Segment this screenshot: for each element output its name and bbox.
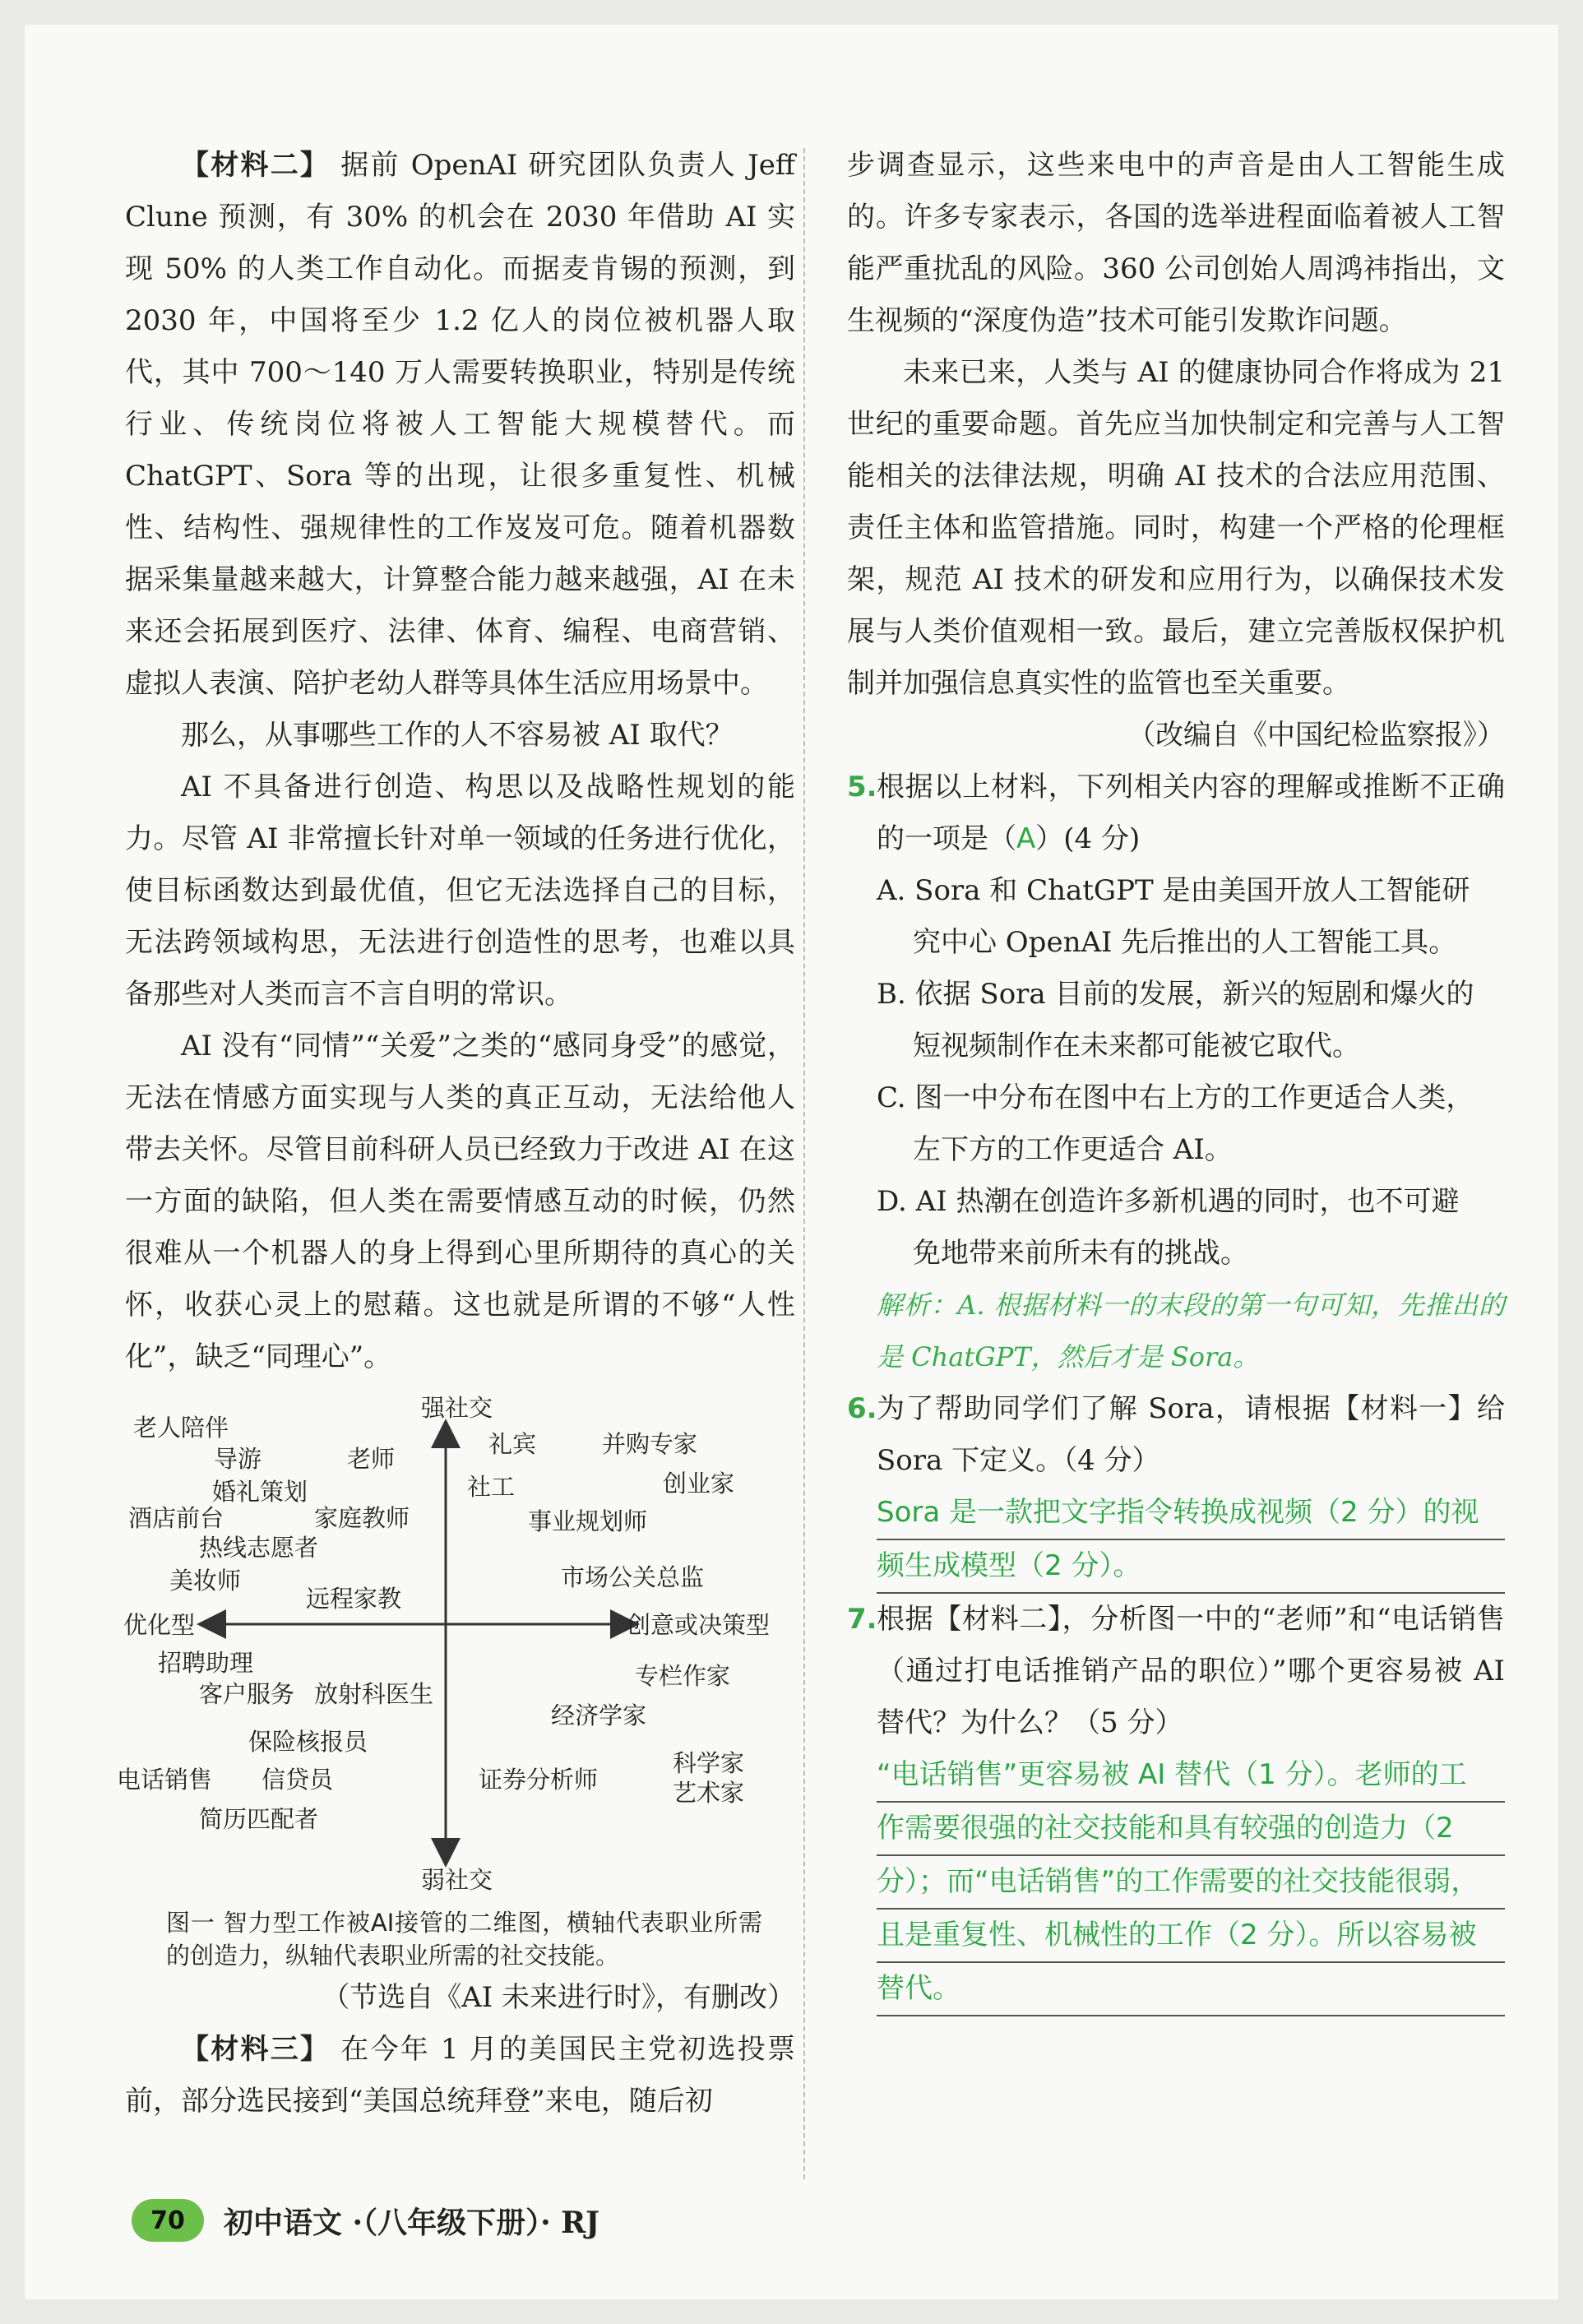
option-b — [847, 969, 1505, 1072]
right-column — [847, 140, 1505, 2016]
question-score: ）(4 分) — [1035, 822, 1141, 855]
left-column — [117, 140, 796, 2127]
source-citation: （改编自《中国纪检监察报》） — [1127, 719, 1505, 752]
material-two-paragraph — [125, 140, 795, 710]
answer-line: 分）；而“电话销售”的工作需要的社交技能很弱， — [877, 1856, 1505, 1910]
axis-label-creative: 创意或决策型 — [627, 1611, 771, 1639]
answer-line: 替代。 — [877, 1963, 1505, 2016]
option-text: D. AI 热潮在创造许多新机遇的同时，也不可避 — [877, 1185, 1460, 1218]
material-three-label: 【材料三】 — [181, 2033, 331, 2066]
job-label: 老人陪伴 — [133, 1414, 229, 1442]
question-stem-text: 根据以上材料，下列相关内容的理解或推断不正确的一项是（ — [877, 771, 1505, 855]
question-paragraph: 那么，从事哪些工作的人不容易被 AI 取代？ — [181, 719, 734, 752]
material-three-text: 在今年 1 月的美国民主党初选投票前，部分选民接到“美国总统拜登”来电，随后初 — [125, 2033, 796, 2118]
answer-line: “电话销售”更容易被 AI 替代（1 分）。老师的工 — [877, 1749, 1505, 1803]
job-label: 客户服务 — [199, 1680, 295, 1708]
diagram-caption: 图一 智力型工作被AI接管的二维图，横轴代表职业所需的创造力，纵轴代表职业所需的社交技能。 — [166, 1909, 762, 1970]
question-number: 5. — [847, 771, 877, 803]
question-stem: 根据【材料二】，分析图一中的“老师”和“电话销售（通过打电话推销产品的职位）”哪个更容易被 AI 替代？为什么？（5 分） — [877, 1603, 1505, 1739]
source-citation: （节选自《AI 未来进行时》，有删改） — [322, 1981, 795, 2014]
job-label: 创业家 — [663, 1470, 735, 1498]
axis-label-strong-social: 强社交 — [421, 1394, 493, 1422]
job-label: 婚礼策划 — [212, 1478, 308, 1506]
job-label: 热线志愿者 — [199, 1534, 319, 1562]
option-text: 免地带来前所未有的挑战。 — [913, 1237, 1248, 1270]
question-5 — [847, 762, 1505, 865]
material-three-paragraph — [125, 2024, 795, 2127]
option-text: 短视频制作在未来都可能被它取代。 — [913, 1030, 1360, 1062]
book-title: 初中语文 ·（八年级下册）· RJ — [224, 2205, 600, 2240]
job-label: 艺术家 — [673, 1779, 745, 1807]
material-three-continued: 步调查显示，这些来电中的声音是由人工智能生成的。许多专家表示，各国的选举进程面临着被人工智能严重扰乱的风险。360 公司创始人周鸿祎指出，文生视频的“深度伪造”技术可能引发欺诈问题。 — [847, 149, 1505, 337]
job-label: 简历匹配者 — [199, 1805, 319, 1833]
option-a — [847, 865, 1505, 969]
option-text: C. 图一中分布在图中右上方的工作更适合人类， — [877, 1081, 1474, 1114]
answer-line: 作需要很强的社交技能和具有较强的创造力（2 — [877, 1803, 1505, 1856]
job-label: 经济学家 — [551, 1701, 647, 1729]
analysis-text: 解析：A. 根据材料一的末段的第一句可知，先推出的是 ChatGPT，然后才是 Sora。 — [877, 1289, 1505, 1373]
job-label: 美妆师 — [169, 1567, 242, 1595]
page — [25, 25, 1558, 2299]
axis-label-weak-social: 弱社交 — [421, 1866, 493, 1894]
job-label: 酒店前台 — [128, 1504, 224, 1532]
job-label: 市场公关总监 — [561, 1563, 705, 1591]
page-number: 70 — [132, 2199, 204, 2242]
option-text: 左下方的工作更适合 AI。 — [913, 1133, 1233, 1166]
option-text: A. Sora 和 ChatGPT 是由美国开放人工智能研 — [877, 874, 1470, 907]
job-label: 放射科医生 — [314, 1680, 434, 1708]
page-footer — [132, 2196, 599, 2245]
job-label: 老师 — [347, 1445, 396, 1473]
ai-empathy-paragraph: AI 没有“同情”“关爱”之类的“感同身受”的感觉，无法在情感方面实现与人类的真正互动，无法给他人带去关怀。尽管目前科研人员已经致力于改进 AI 在这一方面的缺陷，但人类在需要情感互动的时候，仍然很难从一个机器人的身上得到心里所期待的真心的关怀，收获心灵上的慰藉。这也就是所谓的不够“人性化”，缺乏“同理心”。 — [125, 1030, 795, 1373]
job-label: 社工 — [467, 1473, 516, 1501]
material-two-label: 【材料二】 — [181, 149, 331, 182]
job-label: 远程家教 — [306, 1585, 402, 1613]
question-stem: 为了帮助同学们了解 Sora，请根据【材料一】给 Sora 下定义。（4 分） — [877, 1392, 1505, 1477]
option-text: 究中心 OpenAI 先后推出的人工智能工具。 — [913, 926, 1457, 959]
option-c — [847, 1072, 1505, 1176]
question-stem — [877, 762, 1505, 865]
axis-label-optimization: 优化型 — [123, 1611, 196, 1639]
question-6 — [847, 1383, 1505, 1487]
question-number: 7. — [847, 1603, 877, 1636]
option-d — [847, 1176, 1505, 1280]
job-label: 信贷员 — [262, 1766, 334, 1794]
material-two-text: 据前 OpenAI 研究团队负责人 Jeff Clune 预测，有 30% 的机会在 2030 年借助 AI 实现 50% 的人类工作自动化。而据麦肯锡的预测，到 2030 年，中国将至少 1.2 亿人的岗位被机器人取代，其中 700～140 万人需要转换职业，特别是传统行业、传统岗位将被人工智能大规模替代。而 ChatGPT、Sora 等的出现，让很多重复性、机械性、结构性、强规律性的工作岌岌可危。随着机器数据采集量越来越大，计算整合能力越来越强，AI 在未来还会拓展到医疗、法律、体育、编程、电商营销、虚拟人表演、陪护老幼人群等具体生活应用场景中。 — [125, 149, 795, 700]
answer-block — [877, 1487, 1505, 1594]
job-label: 招聘助理 — [158, 1649, 254, 1677]
answer-line: 频生成模型（2 分）。 — [877, 1540, 1505, 1594]
answer-line: 且是重复性、机械性的工作（2 分）。所以容易被 — [877, 1910, 1505, 1963]
job-label: 导游 — [214, 1445, 262, 1473]
job-label: 证券分析师 — [479, 1766, 599, 1794]
job-label: 家庭教师 — [314, 1504, 410, 1532]
column-divider — [803, 148, 805, 2179]
answer-block — [877, 1749, 1505, 2016]
answer-line: Sora 是一款把文字指令转换成视频（2 分）的视 — [877, 1487, 1505, 1540]
question-7 — [847, 1594, 1505, 1749]
job-label: 礼宾 — [488, 1430, 537, 1458]
option-text: B. 依据 Sora 目前的发展，新兴的短剧和爆火的 — [877, 978, 1474, 1011]
job-label: 保险核报员 — [248, 1728, 368, 1756]
answer-choice: A — [1016, 822, 1036, 855]
question-number: 6. — [847, 1392, 877, 1425]
ai-creativity-paragraph: AI 不具备进行创造、构思以及战略性规划的能力。尽管 AI 非常擅长针对单一领域的任务进行优化，使目标函数达到最优值，但它无法选择自己的目标，无法跨领域构思，无法进行创造性的思考，也难以具备那些对人类而言不言自明的常识。 — [125, 771, 795, 1011]
job-label: 事业规划师 — [528, 1507, 648, 1535]
job-label: 科学家 — [673, 1749, 745, 1777]
job-label: 专栏作家 — [635, 1662, 731, 1690]
future-paragraph: 未来已来，人类与 AI 的健康协同合作将成为 21 世纪的重要命题。首先应当加快制定和完善与人工智能相关的法律法规，明确 AI 技术的合法应用范围、责任主体和监管措施。同时，构建一个严格的伦理框架，规范 AI 技术的研发和应用行为，以确保技术发展与人类价值观相一致。最后，建立完善版权保护机制并加强信息真实性的监管也至关重要。 — [847, 356, 1505, 700]
job-label: 并购专家 — [602, 1430, 698, 1458]
job-diagram — [117, 1388, 799, 1898]
job-label: 电话销售 — [117, 1766, 213, 1794]
